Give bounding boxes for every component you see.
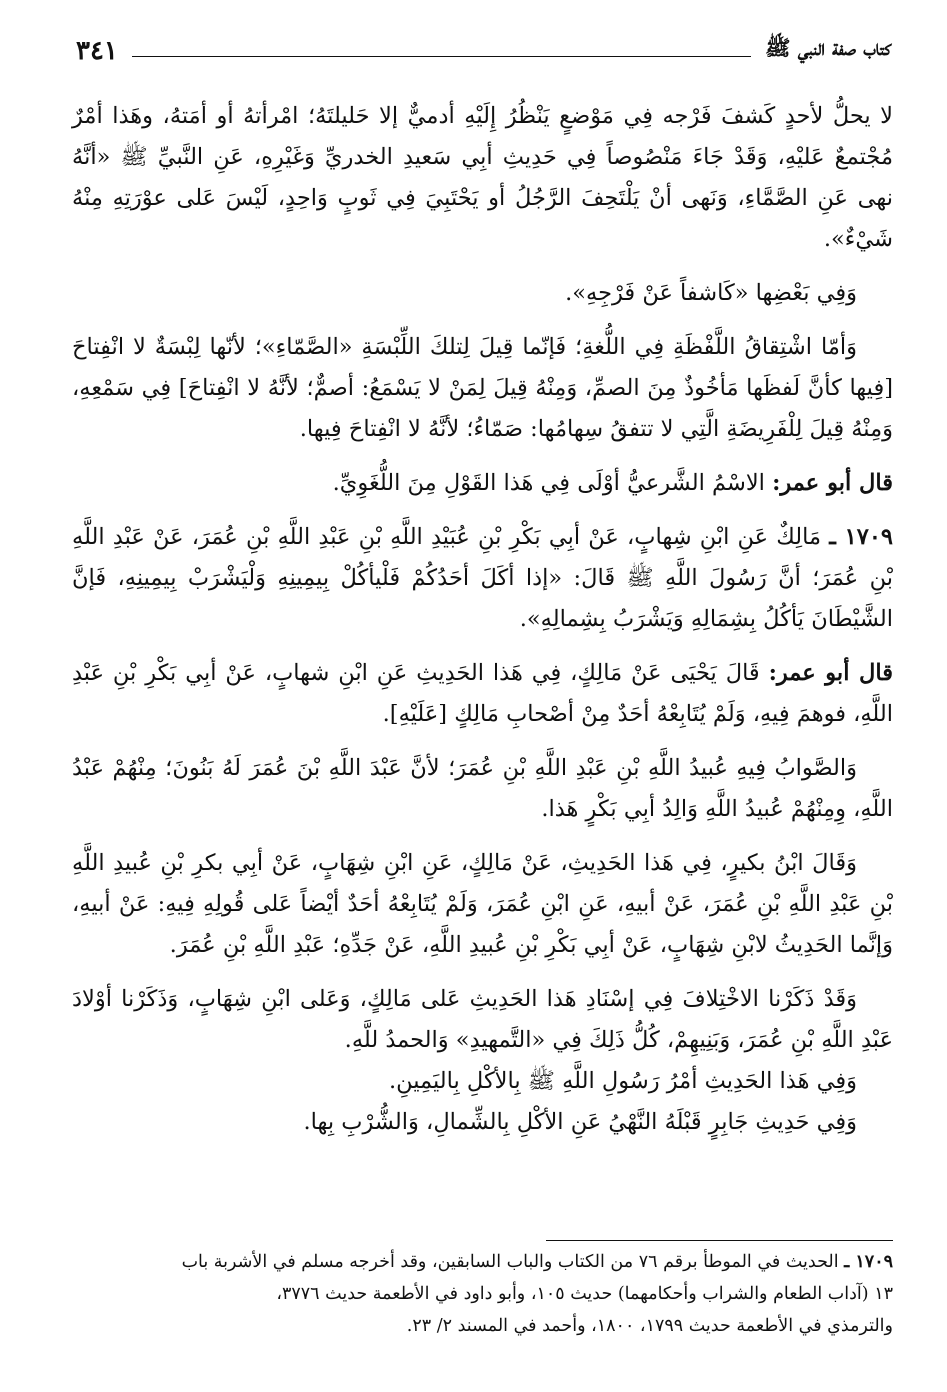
paragraph-11: وَفِي حَدِيثِ جَابِرٍ قَبْلَهُ النَّهْيُ عَنِ الأكْلِ بِالشِّمالِ، وَالشُّرْبِ بِها.	[303, 1109, 857, 1135]
footnote-text-1: الحديث في الموطأ برقم ٧٦ من الكتاب والباب السابقين، وقد أخرجه مسلم في الأشربة باب	[181, 1252, 845, 1272]
hadith-1709	[72, 517, 893, 640]
footnote-line-1	[72, 1246, 893, 1278]
paragraph-6	[72, 653, 893, 735]
paragraph-7: وَالصَّوابُ فِيهِ عُبيدُ اللَّهِ بْنِ عَبْدِ اللَّهِ بْنِ عُمَرَ؛ لأنَّ عَبْدَ اللَّهِ بْنَ عُمَرَ لَهُ بَنُونَ؛ مِنْهُمْ عَبْدُ اللَّهِ، وِمِنْهُمْ عُبيدُ اللَّهِ وَالِدُ أبِي بَكْرٍ هَذا.	[72, 755, 893, 822]
footnote	[72, 1246, 893, 1342]
footnote-rule	[546, 1240, 893, 1241]
speaker-label: قال أبو عمر:	[768, 660, 893, 686]
page-number: ٣٤١	[76, 36, 118, 66]
paragraph-10: وَفِي هَذا الحَدِيثِ أمْرُ رَسُولِ اللَّهِ ﷺ بِالأكْلِ بِاليَمِينِ.	[388, 1068, 857, 1094]
footnote-number: ١٧٠٩ ـ	[844, 1252, 893, 1272]
speaker-label: قال أبو عمر:	[772, 470, 893, 496]
paragraph-8: وَقَالَ ابْنُ بكيرٍ، فِي هَذا الحَدِيثِ، عَنْ مَالِكٍ، عَنِ ابْنِ شِهَابٍ، عَنْ أبِي بكرِ بْنِ عُبيدِ اللَّهِ بْنِ عَبْدِ اللَّهِ بْنِ عُمَرَ، عَنْ أبيهِ، عَنِ ابْنِ عُمَرَ، وَلَمْ يُتَابِعْهُ أحَدٌ أيْضاً عَلى قُولِهِ فِيهِ: عَنْ أبيهِ، وَإنَّما الحَدِيثُ لابْنِ شِهَابٍ، عَنْ أبِي بَكْرِ بْنِ عُبيدِ اللَّهِ، عَنْ جَدِّهِ؛ عَبْدِ اللَّهِ بْنِ عُمَرَ.	[72, 850, 893, 958]
paragraph-2: وَفِي بَعْضِها «كَاشفاً عَنْ فَرْجِهِ».	[565, 280, 857, 306]
paragraph-4	[72, 463, 893, 504]
header-rule	[132, 56, 751, 57]
paragraph-1: لا يحلُّ لأحدٍ كَشفَ فَرْجه فِي مَوْضعٍ يَنْظُرُ إِلَيْهِ أدميٌّ إلا حَليلتَهُ؛ امْرأتهُ أو أمَتهُ، وهَذا أمْرٌ مُجْتمعٌ عَليْهِ، وَقَدْ جَاءَ مَنْصُوصاً فِي حَدِيثِ أبِي سَعيدِ الخدريِّ وَغَيْرِهِ، عَنِ النَّبيِّ ﷺ «أنَّهُ نهى عَنِ الصَّمَّاءِ، وَنَهى أنْ يَلْتَحِفَ الرَّجُلُ أو يَحْتَبِيَ فِي ثَوبٍ وَاحِدٍ، لَيْسَ عَلى عوْرَتِهِ مِنْهُ شَيْءٌ».	[72, 103, 893, 252]
footnote-line-3: والترمذي في الأطعمة حديث ١٧٩٩، ١٨٠٠، وأحمد في المسند ٢/ ٢٣.	[406, 1316, 893, 1336]
running-head: كتاب صفة النبي ﷺ	[765, 35, 891, 60]
hadith-text: مَالِكٌ عَنِ ابْنِ شِهابٍ، عَنْ أبِي بَكْرِ بْنِ عُبَيْدِ اللَّهِ بْنِ عَبْدِ اللَّهِ بْنِ عُمَرَ، عَنْ عَبْدِ اللَّهِ بْنِ عُمَرَ؛ أنَّ رَسُولَ اللَّهِ ﷺ قَالَ: «إذا أكَلَ أحَدُكُمْ فَلْيأكُلْ بِيمِينِهِ وَلْيَشْرَبْ بِيمِينِهِ، فَإنَّ الشَّيْطَانَ يَأكُلُ بِشِمَالِهِ وَيَشْرَبُ بِشِمالِهِ».	[72, 524, 893, 632]
paragraph-6-text: قَالَ يَحْيَى عَنْ مَالِكٍ، فِي هَذا الحَدِيثِ عَنِ ابْنِ شهابٍ، عَنْ أبِي بَكْرِ بْنِ عَبْدِ اللَّهِ، فوهمَ فِيهِ، وَلَمْ يُتَابِعْهُ أحَدٌ مِنْ أصْحابِ مَالِكٍ [عَلَيْهِ].	[72, 660, 893, 727]
paragraph-4-text: الاسْمُ الشَّرعيُّ أوْلَى فِي هَذا القَوْلِ مِنَ اللُّغَوِيِّ.	[332, 470, 773, 496]
page-header	[76, 22, 891, 66]
paragraph-9: وَقَدْ ذَكَرْنا الاخْتِلافَ فِي إسْنَادِ هَذا الحَدِيثِ عَلى مَالِكٍ، وَعَلى ابْنِ شِهَابٍ، وَذَكَرْنا أوْلادَ عَبْدِ اللَّهِ بْنِ عُمَرَ، وَبَنِيهِمْ، كُلُّ ذَلِكَ فِي «التَّمهيدِ» وَالحمدُ للَّهِ.	[72, 986, 893, 1053]
paragraph-3: وَأمّا اشْتِقاقُ اللَّفْظَةِ فِي اللُّغةِ؛ فَإنّما قِيلَ لِتلكَ اللِّبْسَةِ «الصَّمّاءِ»؛ لأنّها لِبْسَةٌ لا انْفِتاحَ [فِيها كأنَّ لَفظَها مَأخُوذٌ مِنَ الصمِّ، وَمِنْهُ قِيلَ لِمَنْ لا يَسْمَعُ: أصمٌّ؛ لأنَّهُ لا انْفِتاحَ] فِي سَمْعِهِ، وَمِنْهُ قِيلَ لِلْفَرِيضَةِ الَّتِي لا تتفقُ سِهامُها: صَمّاءُ؛ لأنَّهُ لا انْفِتاحَ فِيها.	[72, 334, 893, 442]
footnote-line-2: ١٣ (آداب الطعام والشراب وأحكامهما) حديث ١٠٥، وأبو داود في الأطعمة حديث ٣٧٧٦،	[276, 1284, 893, 1304]
main-text	[72, 96, 893, 1143]
hadith-number: ١٧٠٩ ـ	[829, 524, 894, 550]
